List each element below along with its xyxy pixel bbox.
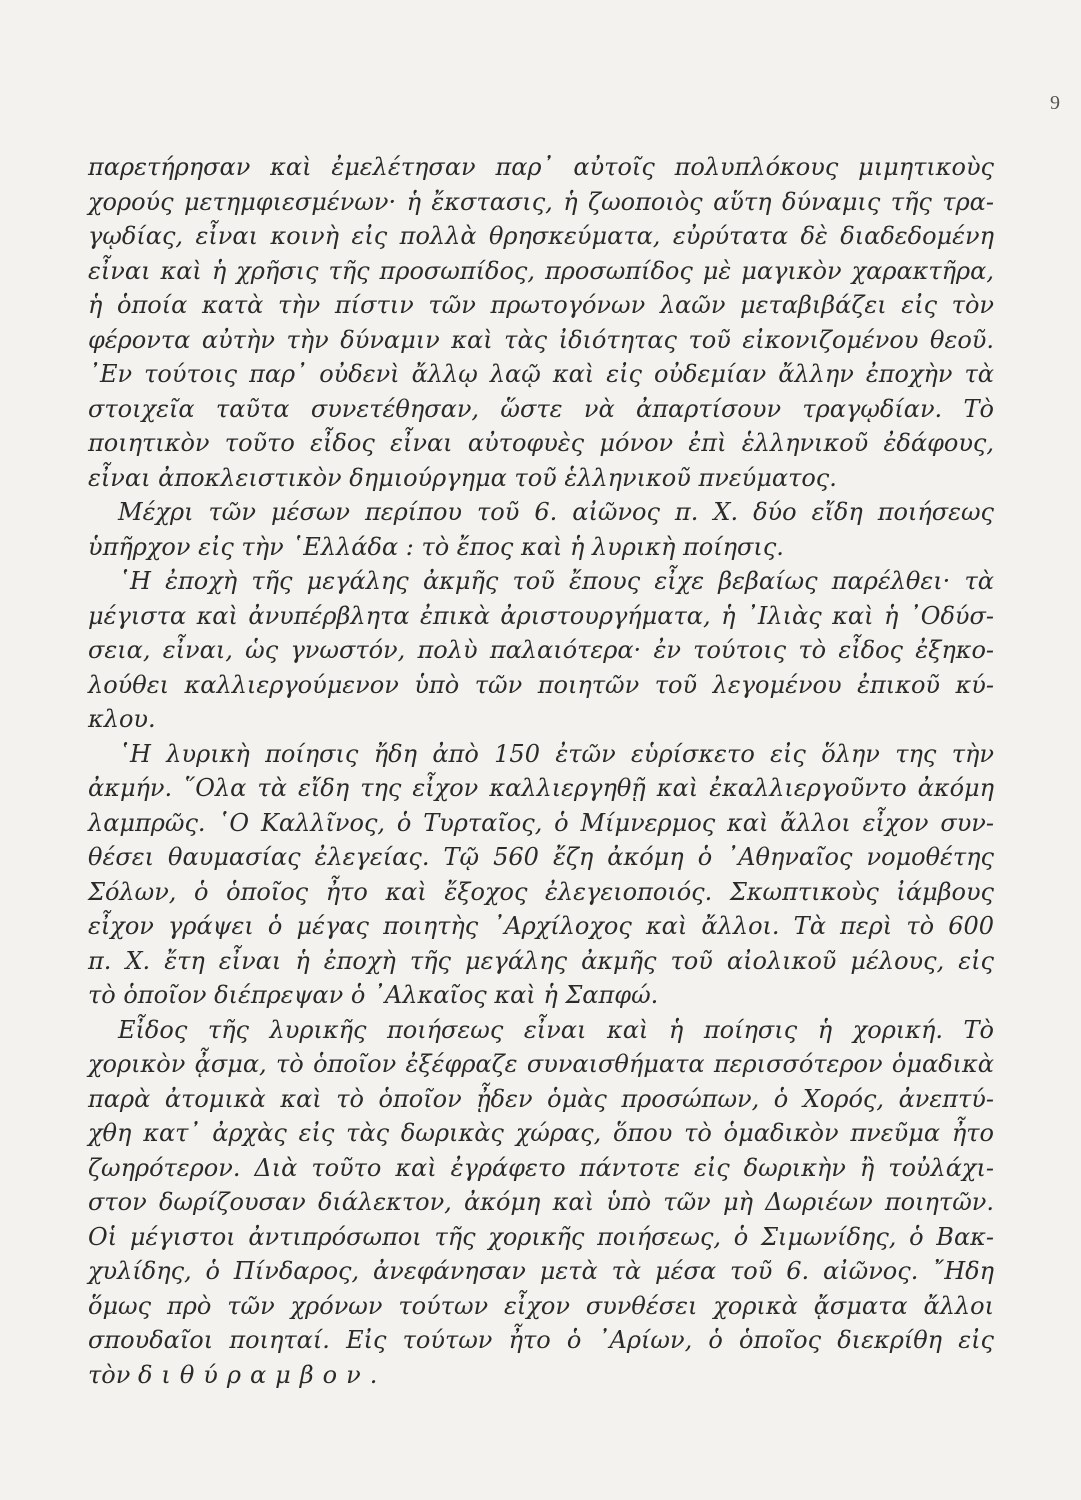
text-line: ἡ ὁποία κατὰ τὴν πίστιν τῶν πρωτογόνων λαῶν μεταβιβάζει εἰς τὸν bbox=[88, 291, 994, 319]
text-line: γῳδίας, εἶναι κοινὴ εἰς πολλὰ θρησκεύματα, εὐρύτατα δὲ διαδεδομένη bbox=[88, 222, 994, 250]
text-line: θέσει θαυμασίας ἐλεγείας. Τῷ 560 ἔζη ἀκόμη ὁ ᾽Αθηναῖος νομοθέτης bbox=[88, 843, 994, 871]
final-line-prefix: τὸν bbox=[88, 1360, 138, 1389]
text-line: π. Χ. ἔτη εἶναι ἡ ἐποχὴ τῆς μεγάλης ἀκμῆς τοῦ αἰολικοῦ μέλους, εἰς bbox=[88, 946, 994, 975]
text-line: εἶναι καὶ ἡ χρῆσις τῆς προσωπίδος, προσωπίδος μὲ μαγικὸν χαρακτῆρα, bbox=[88, 256, 994, 285]
text-line: Οἱ μέγιστοι ἀντιπρόσωποι τῆς χορικῆς ποιήσεως, ὁ Σιμωνίδης, ὁ Βακ- bbox=[88, 1222, 994, 1251]
text-line: παρετήρησαν καὶ ἐμελέτησαν παρ᾽ αὐτοῖς πολυπλόκους μιμητικοὺς bbox=[88, 153, 994, 181]
text-line: στον δωρίζουσαν διάλεκτον, ἀκόμη καὶ ὑπὸ τῶν μὴ Δωριέων ποιητῶν. bbox=[88, 1188, 994, 1216]
text-line: ῾Η λυρικὴ ποίησις ἤδη ἀπὸ 150 ἐτῶν εὑρίσκετο εἰς ὅλην της τὴν bbox=[118, 739, 994, 768]
text-line: χορούς μετημφιεσμένων· ἡ ἔκστασις, ἡ ζωοποιὸς αὕτη δύναμις τῆς τρα- bbox=[88, 187, 994, 216]
text-line: Μέχρι τῶν μέσων περίπου τοῦ 6. αἰῶνος π. Χ. δύο εἴδη ποιήσεως bbox=[118, 498, 994, 526]
text-line: μέγιστα καὶ ἀνυπέρβλητα ἐπικὰ ἀριστουργήματα, ἡ ᾽Ιλιὰς καὶ ἡ ᾽Οδύσ- bbox=[88, 601, 994, 630]
text-line: εἶχον γράψει ὁ μέγας ποιητὴς ᾽Αρχίλοχος καὶ ἄλλοι. Τὰ περὶ τὸ 600 bbox=[88, 912, 994, 940]
text-line: λούθει καλλιεργούμενον ὑπὸ τῶν ποιητῶν τοῦ λεγομένου ἐπικοῦ κύ- bbox=[88, 670, 994, 699]
text-line: ῾Η ἐποχὴ τῆς μεγάλης ἀκμῆς τοῦ ἔπους εἶχε βεβαίως παρέλθει· τὰ bbox=[118, 567, 994, 595]
spaced-word: διθύραμβον bbox=[137, 1360, 370, 1389]
text-line: ζωηρότερον. Διὰ τοῦτο καὶ ἐγράφετο πάντοτε εἰς δωρικὴν ἢ τοὐλάχι- bbox=[88, 1153, 994, 1182]
final-line-suffix: . bbox=[369, 1360, 378, 1389]
text-line: χορικὸν ᾆσμα, τὸ ὁποῖον ἐξέφραζε συναισθήματα περισσότερον ὁμαδικὰ bbox=[88, 1050, 994, 1078]
text-line: εἶναι ἀποκλειστικὸν δημιούργημα τοῦ ἑλληνικοῦ πνεύματος. bbox=[88, 463, 837, 492]
text-line: ὑπῆρχον εἰς τὴν ῾Ελλάδα : τὸ ἔπος καὶ ἡ λυρικὴ ποίησις. bbox=[88, 532, 784, 561]
text-line: ὅμως πρὸ τῶν χρόνων τούτων εἶχον συνθέσει χορικὰ ᾄσματα ἄλλοι bbox=[88, 1291, 994, 1320]
text-line: κλου. bbox=[88, 705, 156, 733]
text-line: ποιητικὸν τοῦτο εἶδος εἶναι αὐτοφυὲς μόνον ἐπὶ ἑλληνικοῦ ἐδάφους, bbox=[88, 429, 994, 457]
body-text bbox=[88, 150, 994, 1392]
text-line: σπουδαῖοι ποιηταί. Εἰς τούτων ἦτο ὁ ᾽Αρίων, ὁ ὁποῖος διεκρίθη εἰς bbox=[88, 1326, 994, 1354]
text-line: Σόλων, ὁ ὁποῖος ἦτο καὶ ἔξοχος ἐλεγειοποιός. Σκωπτικοὺς ἰάμβους bbox=[88, 877, 994, 906]
text-line: ᾽Εν τούτοις παρ᾽ οὐδενὶ ἄλλῳ λαῷ καὶ εἰς οὐδεμίαν ἄλλην ἐποχὴν τὰ bbox=[88, 360, 994, 388]
text-line: στοιχεῖα ταῦτα συνετέθησαν, ὥστε νὰ ἀπαρτίσουν τραγῳδίαν. Τὸ bbox=[88, 394, 994, 423]
text-line: φέροντα αὐτὴν τὴν δύναμιν καὶ τὰς ἰδιότητας τοῦ εἰκονιζομένου θεοῦ. bbox=[88, 325, 994, 354]
text-line: τὸ ὁποῖον διέπρεψαν ὁ ᾽Αλκαῖος καὶ ἡ Σαπφώ. bbox=[88, 981, 659, 1009]
text-line-final bbox=[88, 1358, 994, 1393]
text-line: Εἶδος τῆς λυρικῆς ποιήσεως εἶναι καὶ ἡ ποίησις ἡ χορική. Τὸ bbox=[118, 1015, 994, 1044]
text-line: λαμπρῶς. ῾Ο Καλλῖνος, ὁ Τυρταῖος, ὁ Μίμνερμος καὶ ἄλλοι εἶχον συν- bbox=[88, 808, 994, 837]
text-line: χυλίδης, ὁ Πίνδαρος, ἀνεφάνησαν μετὰ τὰ μέσα τοῦ 6. αἰῶνος. ῎Ηδη bbox=[88, 1257, 994, 1285]
text-line: ἀκμήν. ῞Ολα τὰ εἴδη της εἶχον καλλιεργηθῇ καὶ ἐκαλλιεργοῦντο ἀκόμη bbox=[88, 774, 994, 802]
text-line: σεια, εἶναι, ὡς γνωστόν, πολὺ παλαιότερα· ἐν τούτοις τὸ εἶδος ἐξηκο- bbox=[88, 636, 994, 664]
text-line: παρὰ ἀτομικὰ καὶ τὸ ὁποῖον ᾖδεν ὁμὰς προσώπων, ὁ Χορός, ἀνεπτύ- bbox=[88, 1084, 994, 1113]
page-number: 9 bbox=[1050, 92, 1060, 114]
text-line: χθη κατ᾽ ἀρχὰς εἰς τὰς δωρικὰς χώρας, ὅπου τὸ ὁμαδικὸν πνεῦμα ἦτο bbox=[88, 1119, 994, 1147]
